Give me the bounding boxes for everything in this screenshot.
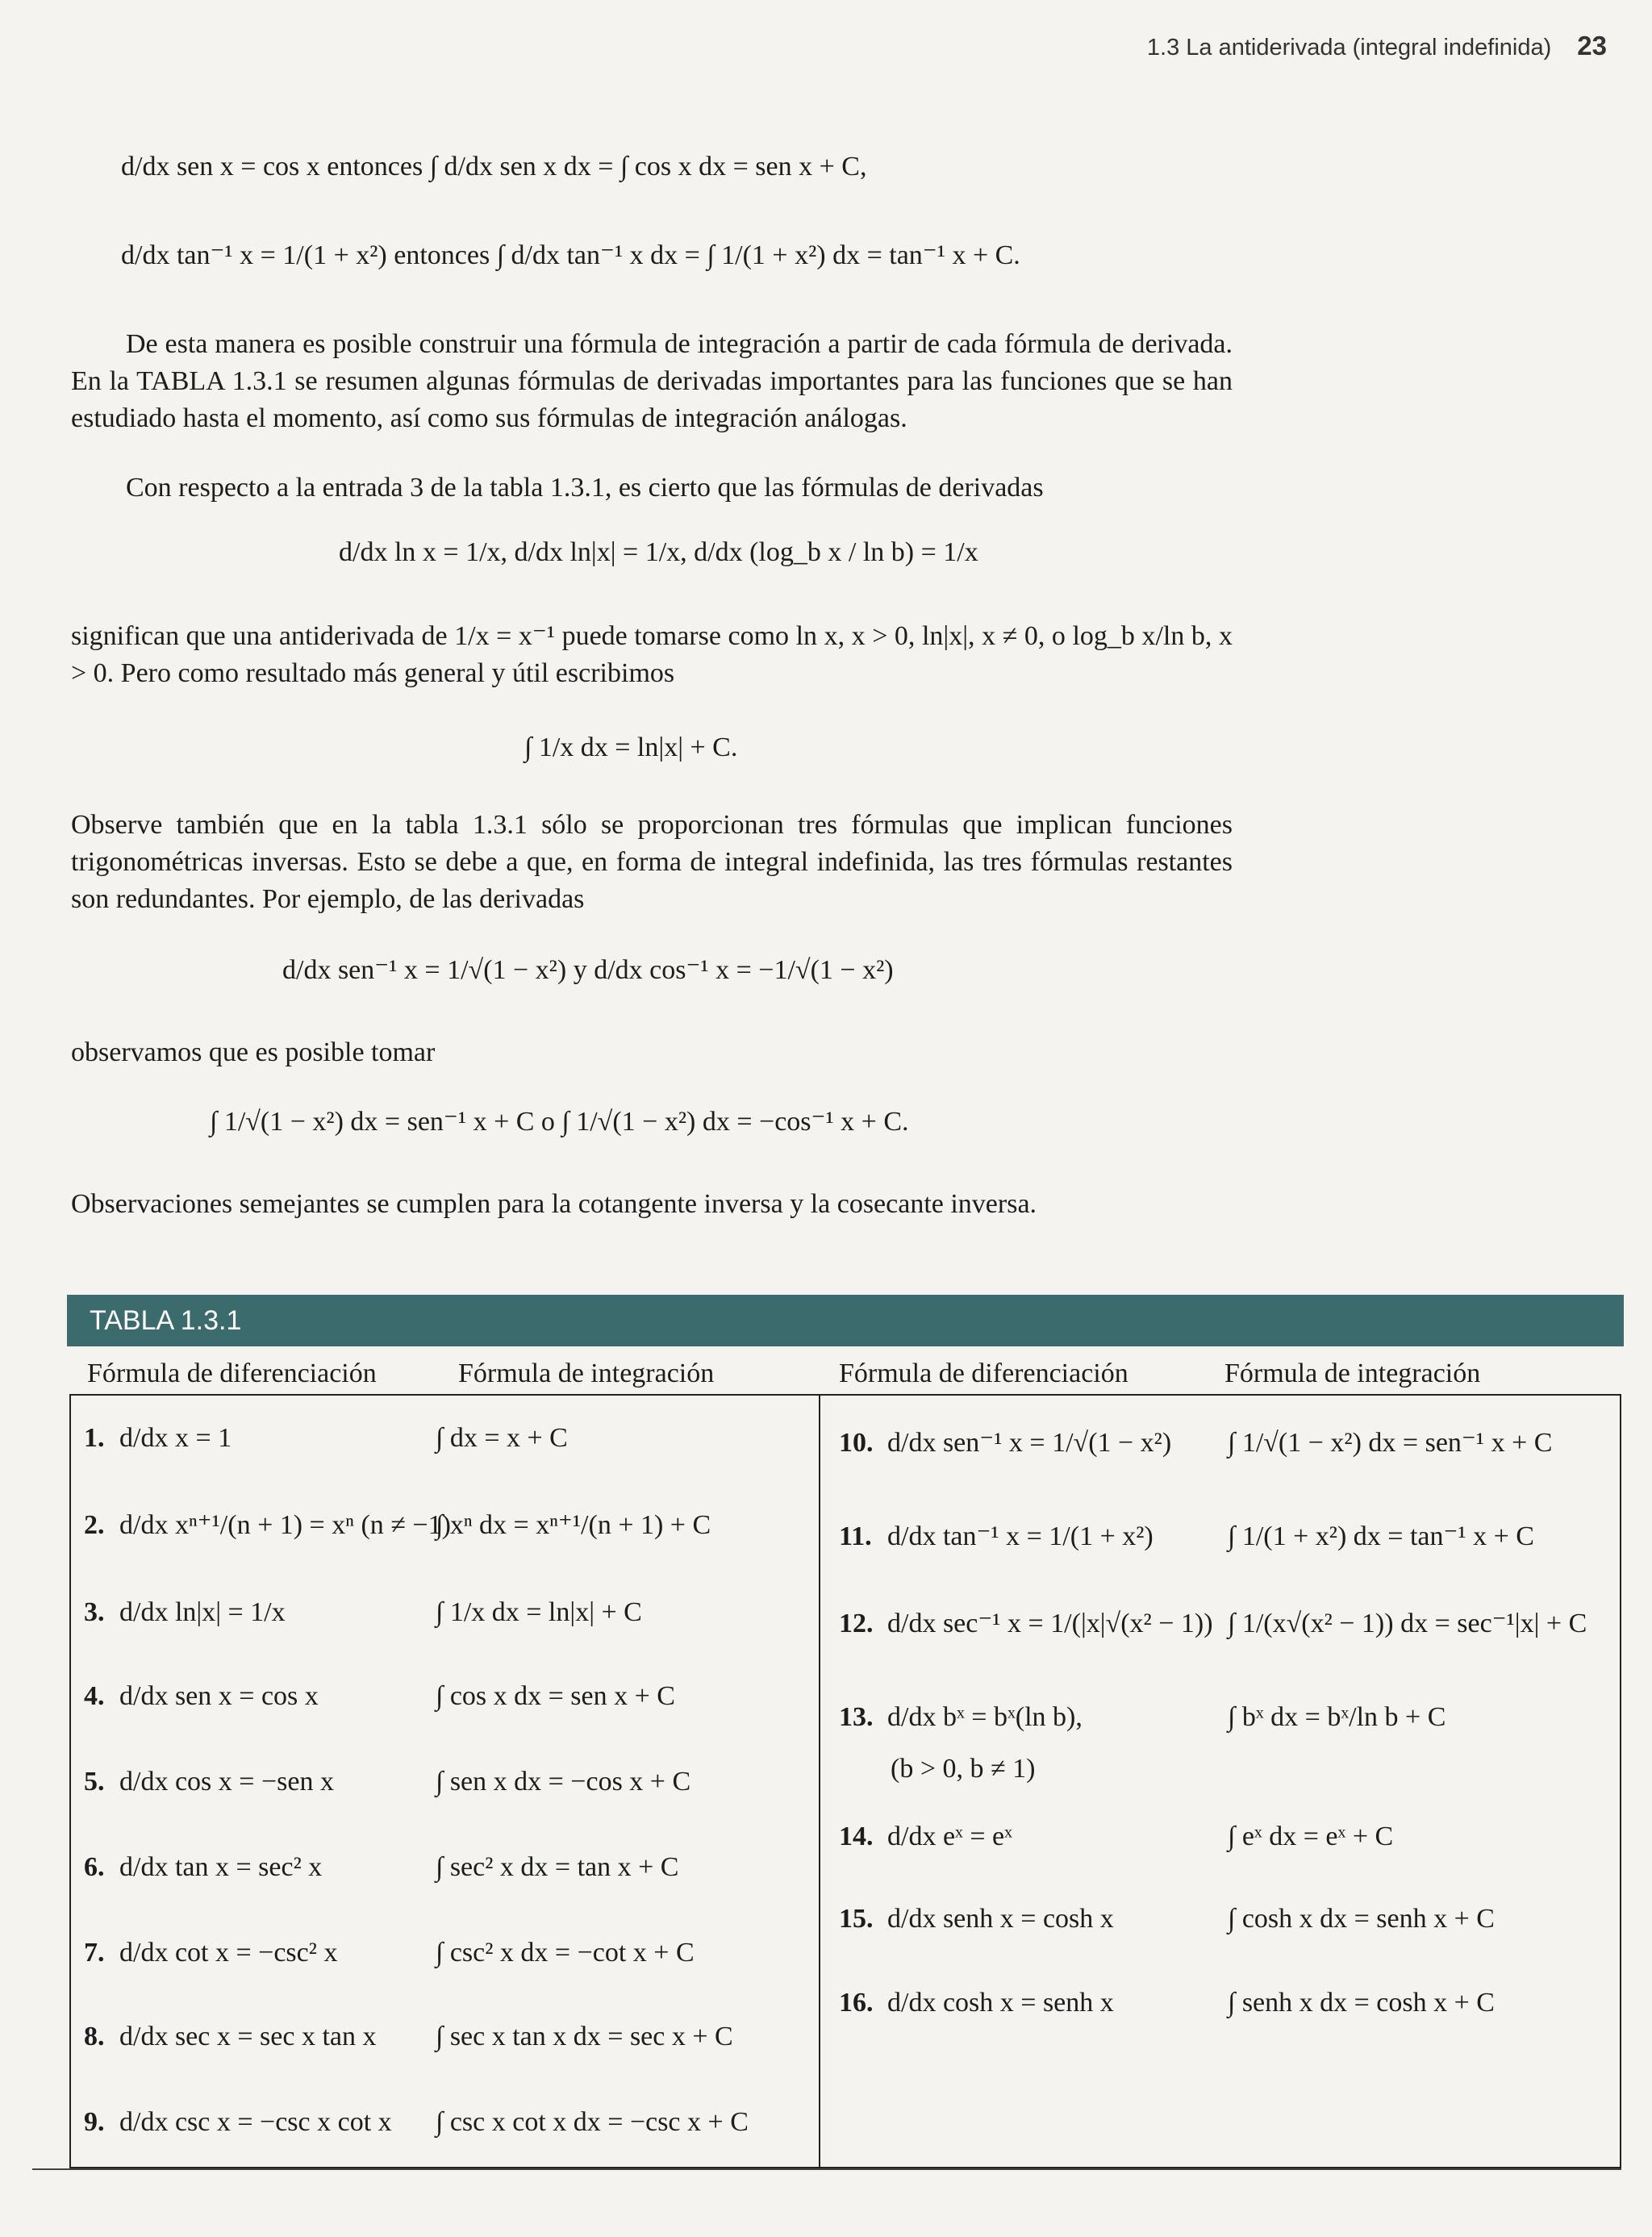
equation-take: ∫ 1/√(1 − x²) dx = sen⁻¹ x + C o ∫ 1/√(1 − x²) dx = −cos⁻¹ x + C. — [210, 1107, 909, 1137]
table-row-integral: ∫ 1/√(1 − x²) dx = sen⁻¹ x + C — [1228, 1428, 1553, 1458]
row-number: 11. — [839, 1521, 872, 1551]
paragraph-3: significan que una antiderivada de 1/x = x⁻¹ puede tomarse como ln x, x > 0, ln|x|, x ≠ 0, o log_b x/ln b, x > 0. Pero como resultado más general y útil escribimos — [71, 621, 1233, 688]
row-derivative: d/dx x = 1 — [119, 1423, 232, 1453]
table-row-integral: ∫ eˣ dx = eˣ + C — [1228, 1822, 1394, 1851]
table-row-integral: ∫ senh x dx = cosh x + C — [1228, 1988, 1495, 2018]
row-derivative: d/dx xⁿ⁺¹/(n + 1) = xⁿ (n ≠ −1) — [119, 1510, 451, 1540]
table-row-integral: ∫ 1/x dx = ln|x| + C — [436, 1597, 642, 1627]
row-derivative: d/dx senh x = cosh x — [887, 1904, 1114, 1934]
table-row — [84, 1425, 232, 1452]
intro-equation-1: d/dx sen x = cos x entonces ∫ d/dx sen x dx = ∫ cos x dx = sen x + C, — [121, 152, 867, 182]
table-row-integral: ∫ sec x tan x dx = sec x + C — [436, 2022, 733, 2051]
row-number: 8. — [84, 2022, 105, 2051]
table-row — [84, 1512, 451, 1539]
table-row — [84, 1939, 337, 1967]
table-row-integral: ∫ xⁿ dx = xⁿ⁺¹/(n + 1) + C — [436, 1510, 711, 1540]
row-number: 10. — [839, 1428, 874, 1458]
row-derivative: d/dx tan x = sec² x — [119, 1852, 323, 1882]
table-row-integral: ∫ 1/(1 + x²) dx = tan⁻¹ x + C — [1228, 1521, 1534, 1551]
row-derivative: d/dx ln|x| = 1/x — [119, 1597, 286, 1627]
paragraph-2: Con respecto a la entrada 3 de la tabla 1.3.1, es cierto que las fórmulas de derivadas — [126, 473, 1044, 503]
table-row — [839, 1523, 1153, 1550]
row-number: 5. — [84, 1767, 105, 1797]
row-number: 7. — [84, 1938, 105, 1968]
table-row — [839, 1823, 1012, 1851]
table-divider — [819, 1394, 820, 2168]
row-number: 3. — [84, 1597, 105, 1627]
row-derivative: d/dx sec x = sec x tan x — [119, 2022, 377, 2051]
paragraph-1: De esta manera es posible construir una fórmula de integración a partir de cada fórmula de derivada. En la TABLA 1.3.1 se resumen algunas fórmulas de derivadas importantes para las funciones que se han estudiado hasta el momento, así como sus fórmulas de integración análogas. — [71, 329, 1233, 433]
row-number: 12. — [839, 1609, 874, 1638]
table-row-integral: ∫ sec² x dx = tan x + C — [436, 1852, 679, 1882]
table-row — [84, 1599, 286, 1626]
row-derivative: d/dx cot x = −csc² x — [119, 1938, 338, 1968]
intro-equation-2: d/dx tan⁻¹ x = 1/(1 + x²) entonces ∫ d/dx tan⁻¹ x dx = ∫ 1/(1 + x²) dx = tan⁻¹ x + C. — [121, 240, 1020, 270]
row-number: 2. — [84, 1510, 105, 1540]
bottom-rule — [32, 2168, 1621, 2170]
left-col-int-header: Fórmula de integración — [458, 1358, 715, 1388]
table-row — [839, 1989, 1114, 2017]
paragraph-5: observamos que es posible tomar — [71, 1037, 436, 1067]
table-row-integral: ∫ cos x dx = sen x + C — [436, 1681, 675, 1711]
table-row-integral: ∫ csc x cot x dx = −csc x + C — [436, 2107, 749, 2137]
table-row-integral: ∫ dx = x + C — [436, 1423, 568, 1453]
right-col-diff-header: Fórmula de diferenciación — [839, 1358, 1128, 1388]
row-number: 13. — [839, 1702, 874, 1732]
row-derivative: d/dx bˣ = bˣ(ln b), — [887, 1702, 1083, 1732]
left-col-diff-header: Fórmula de diferenciación — [87, 1358, 377, 1388]
table-row-integral: ∫ bˣ dx = bˣ/ln b + C — [1228, 1702, 1446, 1732]
page-number: 23 — [1577, 31, 1607, 61]
table-title: TABLA 1.3.1 — [67, 1295, 1624, 1346]
table-row — [839, 1429, 1171, 1457]
row-number: 6. — [84, 1852, 105, 1882]
row-derivative: d/dx csc x = −csc x cot x — [119, 2107, 392, 2137]
section-title: 1.3 La antiderivada (integral indefinida) — [1146, 35, 1552, 61]
row-derivative: d/dx sen x = cos x — [119, 1681, 319, 1711]
row-derivative: d/dx tan⁻¹ x = 1/(1 + x²) — [887, 1521, 1153, 1551]
row-derivative: d/dx sec⁻¹ x = 1/(|x|√(x² − 1)) — [887, 1609, 1213, 1638]
page-header — [1147, 31, 1607, 61]
row-number: 9. — [84, 2107, 105, 2137]
row-derivative: d/dx cos x = −sen x — [119, 1767, 334, 1797]
table-row — [84, 1683, 319, 1710]
table-row — [84, 1768, 334, 1796]
table-row-integral: ∫ sen x dx = −cos x + C — [436, 1767, 691, 1797]
row-number: 4. — [84, 1681, 105, 1711]
row-derivative: d/dx cosh x = senh x — [887, 1988, 1114, 2018]
paragraph-4: Observe también que en la tabla 1.3.1 sólo se proporcionan tres fórmulas que implican funciones trigonométricas inversas. Esto se debe a que, en forma de integral indefinida, las tres fórmulas restantes son redundantes. Por ejemplo, de las derivadas — [71, 810, 1233, 914]
equation-integral-1-over-x: ∫ 1/x dx = ln|x| + C. — [524, 732, 738, 762]
table-row — [839, 1905, 1114, 1933]
table-row — [84, 2023, 376, 2051]
equation-inverse-derivatives: d/dx sen⁻¹ x = 1/√(1 − x²) y d/dx cos⁻¹ x = −1/√(1 − x²) — [282, 955, 894, 985]
paragraph-6: Observaciones semejantes se cumplen para la cotangente inversa y la cosecante inversa. — [71, 1189, 1037, 1219]
table-row — [84, 1854, 322, 1881]
row-derivative: d/dx eˣ = eˣ — [887, 1822, 1012, 1851]
row-derivative: d/dx sen⁻¹ x = 1/√(1 − x²) — [887, 1428, 1172, 1458]
row-number: 1. — [84, 1423, 105, 1453]
right-col-int-header: Fórmula de integración — [1224, 1358, 1481, 1388]
table-row-integral: ∫ csc² x dx = −cot x + C — [436, 1938, 695, 1968]
table-row — [839, 1610, 1213, 1638]
row-number: 14. — [839, 1822, 874, 1851]
row-number: 16. — [839, 1988, 874, 2018]
table-row — [839, 1704, 1083, 1731]
table-row-integral: ∫ cosh x dx = senh x + C — [1228, 1904, 1495, 1934]
table-row-integral: ∫ 1/(x√(x² − 1)) dx = sec⁻¹|x| + C — [1228, 1609, 1587, 1638]
table-row-condition: (b > 0, b ≠ 1) — [891, 1754, 1036, 1784]
equation-log: d/dx ln x = 1/x, d/dx ln|x| = 1/x, d/dx (log_b x / ln b) = 1/x — [339, 537, 978, 567]
table-row — [84, 2109, 392, 2136]
row-number: 15. — [839, 1904, 874, 1934]
